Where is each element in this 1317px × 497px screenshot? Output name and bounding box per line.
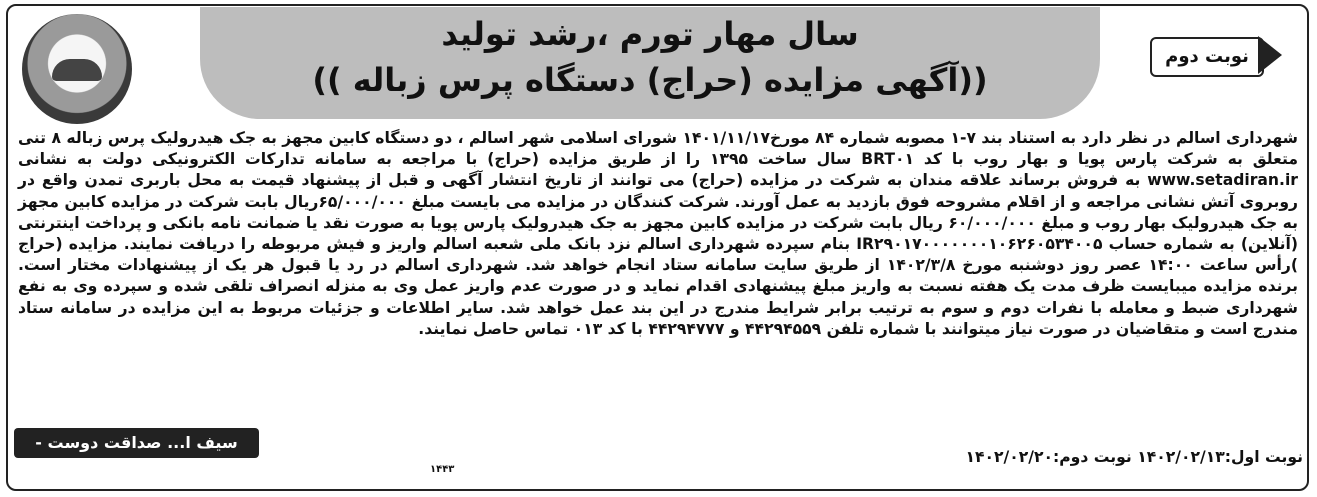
header-slogan: سال مهار تورم ،رشد تولید [441,15,859,53]
notice-body [18,128,1298,340]
badge-arrow-icon [1258,36,1282,74]
publication-dates: نوبت اول:۱۴۰۲/۰۲/۱۳ نوبت دوم:۱۴۰۲/۰۲/۲۰ [965,448,1303,466]
notice-title: ((آگهی مزایده (حراج) دستگاه پرس زباله )) [312,61,988,99]
notice-code: ۱۴۴۳ [430,464,455,475]
notice-round-badge: نوبت دوم [1150,37,1264,77]
municipality-logo-icon [22,14,132,124]
signature-box: سیف ا... صداقت دوست - شهردار اسالم [14,428,259,458]
notice-header [200,7,1100,119]
logo-emblem [52,59,102,81]
notice-paragraph: شهرداری اسالم در نظر دارد به استناد بند ۷-۱ مصوبه شماره ۸۴ مورخ۱۴۰۱/۱۱/۱۷ شورای اسلامی شهر اسالم ، دو دستگاه کابین مجهز به جک هیدرولیک پرس زباله ۸ تنی متعلق به شرکت پارس پویا و بهار روب با کد BRT۰۱ سال ساخت ۱۳۹۵ را از طریق مزایده (حراج) با مراجعه به سامانه تدارکات الکترونیکی دولت به نشانی www.setadiran.ir به فروش برساند علاقه مندان به شرکت در مزایده (حراج) می توانند از تاریخ انتشار آگهی و قبل از پیشنهاد قیمت به محل باربری تمدن واقع در روبروی آتش نشانی مراجعه و از اقلام مشروحه فوق بازدید به عمل آورند. شرکت کنندگان در مزایده می بایست مبلغ ۶۵/۰۰۰/۰۰۰ریال بابت شرکت در مزایده کابین مجهز به جک هیدرولیک بهار روب و مبلغ ۶۰/۰۰۰/۰۰۰ ریال بابت شرکت در مزایده کابین مجهز به جک هیدرولیک پارس پویا به صورت نقد یا ضمانت نامه بانکی و پرداخت اینترنتی (آنلاین) به شماره حساب IR۲۹۰۱۷۰۰۰۰۰۰۰۱۰۶۲۶۰۵۳۴۰۰۵ بنام سپرده شهرداری اسالم نزد بانک ملی شعبه اسالم واریز و فیش مربوطه را دریافت نمایند. مزایده (حراج )رأس ساعت ۱۴:۰۰ عصر روز دوشنبه مورخ ۱۴۰۲/۳/۸ از طریق سایت سامانه ستاد انجام خواهد شد. شهرداری اسالم در رد یا قبول هر یک از پیشنهادات مختار است. برنده مزایده میبایست ظرف مدت یک هفته نسبت به واریز مبلغ پیشنهادی اقدام نماید و در صورت عدم واریز عمل وی به منزله انصراف تلقی شده و سپرده وی به نفع شهرداری ضبط و معامله با نفرات دوم و سوم به ترتیب برابر شرایط مندرج در این بند عمل خواهد شد. سایر اطلاعات و جزئیات مربوط به این مزایده در سامانه ستاد مندرج است و متقاضیان در صورت نیاز میتوانند با شماره تلفن ۴۴۲۹۴۵۵۹ و ۴۴۲۹۴۷۷۷ با کد ۰۱۳ تماس حاصل نمایند. [18,129,1299,338]
